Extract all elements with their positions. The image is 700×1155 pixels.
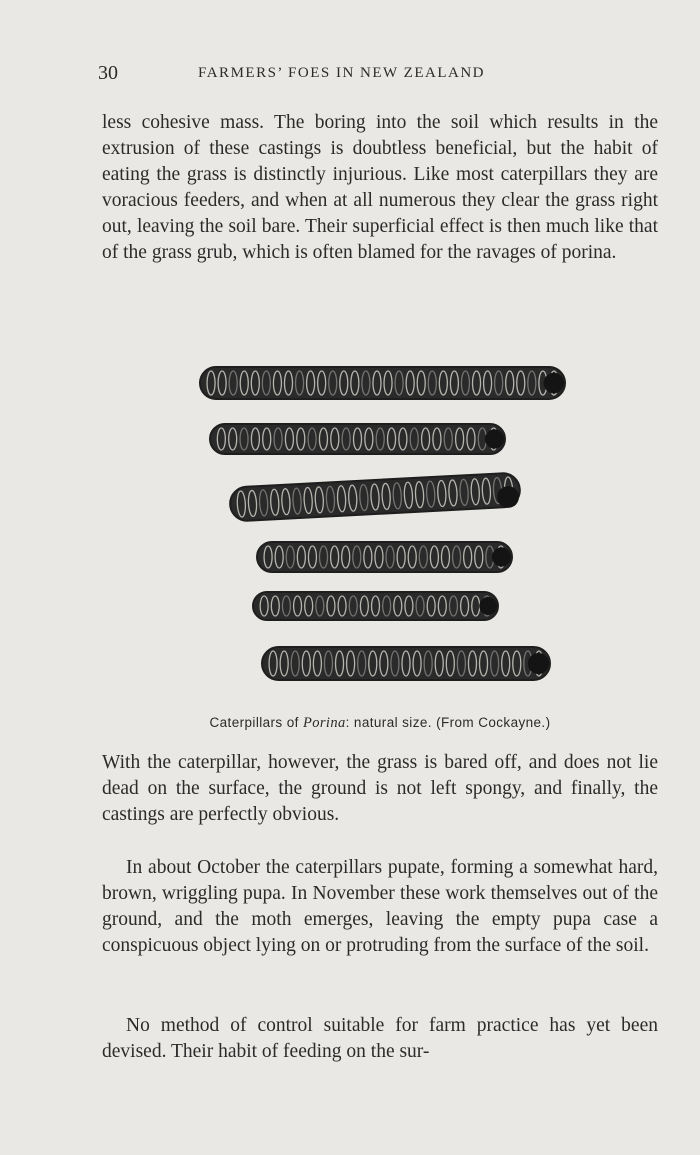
caterpillar-4 [257, 542, 512, 572]
caterpillar-illustration [195, 352, 575, 697]
running-title: FARMERS’ FOES IN NEW ZEALAND [198, 65, 486, 81]
caterpillar-2 [210, 424, 505, 454]
caterpillar-1 [200, 367, 565, 399]
caterpillar-5 [253, 592, 498, 620]
caption-genus: Porina [302, 715, 346, 731]
caterpillar-6 [262, 647, 550, 680]
paragraph-2: With the caterpillar, however, the grass is bared off, and does not lie dead on the surface, the ground is not left spongy, and finally, the castings are perfectly obvious. [102, 752, 658, 825]
paragraph-3: In about October the caterpillars pupate, forming a somewhat hard, brown, wriggling pupa. In November these work themselves out of the ground, and the moth emerges, leaving the empty pupa case a conspicuous object lying on or protruding from the surface of the soil. [102, 857, 658, 956]
caption-prefix: Caterpillars of [209, 715, 303, 730]
page-header [98, 62, 658, 90]
caterpillar-3 [229, 472, 520, 521]
caption-suffix: : natural size. (From Cockayne.) [345, 715, 551, 730]
paragraph-1: less cohesive mass. The boring into the soil which results in the extrusion of these castings is doubtless beneficial, but the habit of eating the grass is distinctly injurious. Like most caterpillars they are voracious feeders, and when at all numerous they clear the grass right out, leaving the soil bare. Their superficial effect is then much like that of the grass grub, which is often blamed for the ravages of porina. [102, 112, 658, 263]
caterpillar-figure [195, 352, 575, 697]
paragraph-4: No method of control suitable for farm practice has yet been devised. Their habit of feeding on the sur- [102, 1015, 658, 1062]
page-number: 30 [98, 62, 118, 84]
figure-caption [100, 715, 660, 732]
